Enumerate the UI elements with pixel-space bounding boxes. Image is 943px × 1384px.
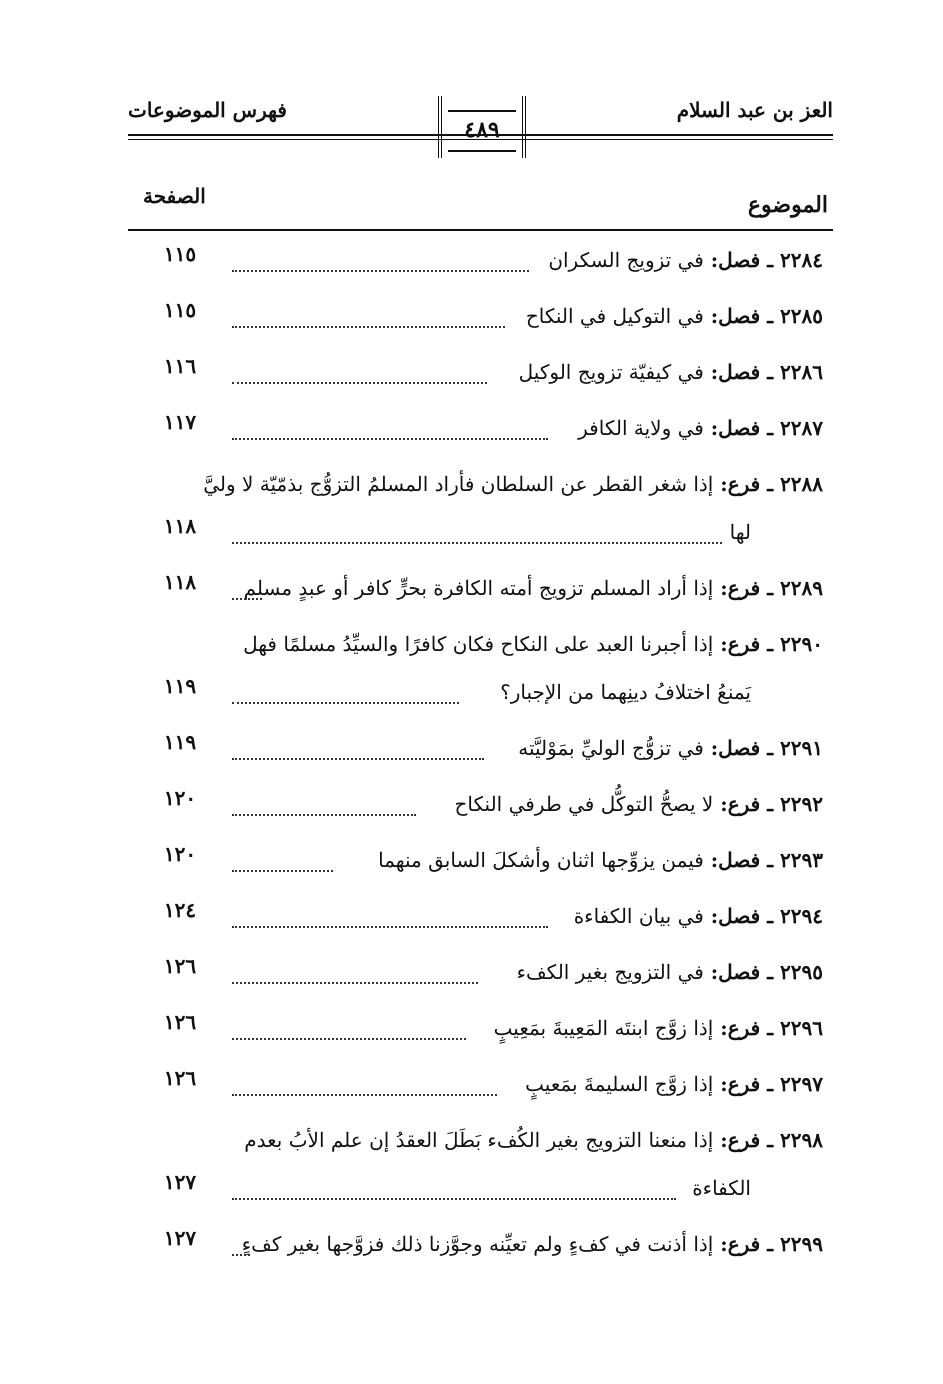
running-header-section: فهرس الموضوعات <box>128 98 287 122</box>
entry-kind: فصل <box>718 360 761 384</box>
entry-text: إذا شغر القطر عن السلطان فأراد المسلمُ التزوُّج بذمّيّة لا وليَّ <box>203 472 714 496</box>
entry-kind: فصل <box>718 248 761 272</box>
running-header-author: العز بن عبد السلام <box>676 98 833 122</box>
leader-dots <box>232 982 478 984</box>
leader-dots <box>232 326 505 328</box>
leader-dots <box>232 702 459 704</box>
entry-page: ١١٨ <box>163 514 197 538</box>
entry-number: ٢٢٨٩ <box>780 576 823 600</box>
entry-number: ٢٢٨٧ <box>780 416 823 440</box>
entry-text: لا يصحُّ التوكُّل في طرفي النكاح <box>454 792 714 816</box>
entry-title: ٢٢٩٧ ـ فرع: إذا زوَّج السليمةَ بمَعيبٍ <box>525 1072 823 1096</box>
entry-number: ٢٢٨٨ <box>780 472 823 496</box>
entry-page: ١٢٧ <box>163 1170 197 1194</box>
entry-title: ٢٢٩٨ ـ فرع: إذا منعنا التزويج بغير الكُفء بَطَلَ العقدُ إن علم الأبُ بعدم <box>244 1128 823 1152</box>
entry-text: إذا أجبرنا العبد على النكاح فكان كافرًا والسيِّدُ مسلمًا فهل <box>243 632 714 656</box>
leader-dots <box>232 870 333 872</box>
entry-number: ٢٢٩٨ <box>780 1128 823 1152</box>
leader-dots <box>232 598 262 600</box>
entry-title: ٢٢٨٤ ـ فصل: في تزويج السكران <box>548 248 823 272</box>
entry-title: ٢٢٨٥ ـ فصل: في التوكيل في النكاح <box>525 304 823 328</box>
entry-page: ١٢٠ <box>163 842 197 866</box>
entry-number: ٢٢٩١ <box>780 736 823 760</box>
header-rule <box>128 134 833 136</box>
entry-title: ٢٢٩٦ ـ فرع: إذا زوَّج ابنتَه المَعِيبةَ بمَعِيبٍ <box>493 1016 823 1040</box>
entry-number: ٢٢٨٦ <box>780 360 823 384</box>
entry-number: ٢٢٩٩ <box>780 1232 823 1256</box>
entry-text: في بيان الكفاءة <box>573 904 704 928</box>
entry-title: ٢٢٨٧ ـ فصل: في ولاية الكافر <box>578 416 823 440</box>
entry-text: إذا منعنا التزويج بغير الكُفء بَطَلَ العقدُ إن علم الأبُ بعدم <box>244 1128 714 1152</box>
leader-dots <box>232 814 416 816</box>
entry-title: ٢٢٨٨ ـ فرع: إذا شغر القطر عن السلطان فأراد المسلمُ التزوُّج بذمّيّة لا وليَّ <box>203 472 823 496</box>
entry-text: في التوكيل في النكاح <box>525 304 704 328</box>
entry-page: ١١٩ <box>163 730 197 754</box>
entry-title: ٢٢٩٠ ـ فرع: إذا أجبرنا العبد على النكاح فكان كافرًا والسيِّدُ مسلمًا فهل <box>243 632 823 656</box>
entry-page: ١١٦ <box>163 354 197 378</box>
entry-title: ٢٢٩٣ ـ فصل: فيمن يزوِّجها اثنان وأشكلَ السابق منهما <box>378 848 823 872</box>
entry-text: إذا أراد المسلم تزويج أمته الكافرة بحرٍّ كافر أو عبدٍ مسلم <box>243 576 714 600</box>
leader-dots <box>232 382 487 384</box>
entry-title: ٢٢٩١ ـ فصل: في تزوُّج الوليِّ بمَوْليَّته <box>518 736 823 760</box>
entry-number: ٢٢٩٤ <box>780 904 823 928</box>
page-number: ٤٨٩ <box>464 117 500 143</box>
entry-kind: فصل <box>718 904 761 928</box>
column-heading-page: الصفحة <box>143 184 206 208</box>
entry-title: ٢٢٨٩ ـ فرع: إذا أراد المسلم تزويج أمته الكافرة بحرٍّ كافر أو عبدٍ مسلم <box>243 576 823 600</box>
column-heading-rule <box>128 229 833 231</box>
entry-page: ١٢٤ <box>163 898 197 922</box>
entry-kind: فصل <box>718 736 761 760</box>
entry-title: ٢٢٩٥ ـ فصل: في التزويج بغير الكفء <box>516 960 823 984</box>
entry-kind: فصل <box>718 848 761 872</box>
entry-page: ١٢٠ <box>163 786 197 810</box>
entry-kind: فرع <box>727 576 761 600</box>
entry-kind: فرع <box>727 1072 761 1096</box>
entry-text: إذا زوَّج ابنتَه المَعِيبةَ بمَعِيبٍ <box>493 1016 714 1040</box>
entry-number: ٢٢٩٧ <box>780 1072 823 1096</box>
header-rule-thin <box>128 139 833 140</box>
entry-page: ١٢٦ <box>163 954 197 978</box>
entry-title: ٢٢٨٦ ـ فصل: في كيفيّة تزويج الوكيل <box>518 360 823 384</box>
entry-kind: فرع <box>727 632 761 656</box>
entry-page: ١١٩ <box>163 674 197 698</box>
entry-kind: فرع <box>727 1232 761 1256</box>
entry-kind: فرع <box>727 792 761 816</box>
entry-title: ٢٢٩٤ ـ فصل: في بيان الكفاءة <box>573 904 823 928</box>
leader-dots <box>232 1198 676 1200</box>
entry-text: إذا أذنت في كفءٍ ولم تعيِّنه وجوَّزنا ذلك فزوَّجها بغير كفءٍ <box>241 1232 714 1256</box>
entry-number: ٢٢٩٦ <box>780 1016 823 1040</box>
entry-kind: فصل <box>718 416 761 440</box>
entry-number: ٢٢٨٥ <box>780 304 823 328</box>
leader-dots <box>232 926 548 928</box>
entry-page: ١٢٦ <box>163 1010 197 1034</box>
entry-page: ١٢٧ <box>163 1226 197 1250</box>
entry-number: ٢٢٩٠ <box>780 632 823 656</box>
leader-dots <box>232 1038 466 1040</box>
entry-text: فيمن يزوِّجها اثنان وأشكلَ السابق منهما <box>378 848 704 872</box>
entry-text-continued: لها <box>729 520 751 544</box>
page-number-frame <box>438 96 526 158</box>
entry-number: ٢٢٩٢ <box>780 792 823 816</box>
entry-text: إذا زوَّج السليمةَ بمَعيبٍ <box>525 1072 714 1096</box>
entry-text-continued: يَمنعُ اختلافُ دينِهما من الإجبار؟ <box>500 680 751 704</box>
entry-text-continued: الكفاءة <box>692 1176 751 1200</box>
entry-title: ٢٢٩٢ ـ فرع: لا يصحُّ التوكُّل في طرفي النكاح <box>454 792 823 816</box>
entry-page: ١١٧ <box>163 410 197 434</box>
entry-number: ٢٢٩٥ <box>780 960 823 984</box>
leader-dots <box>232 270 529 272</box>
entry-text: في تزوُّج الوليِّ بمَوْليَّته <box>518 736 704 760</box>
entry-text: في ولاية الكافر <box>578 416 704 440</box>
leader-dots <box>232 1254 250 1256</box>
entry-title: ٢٢٩٩ ـ فرع: إذا أذنت في كفءٍ ولم تعيِّنه وجوَّزنا ذلك فزوَّجها بغير كفءٍ <box>241 1232 823 1256</box>
entry-page: ١١٥ <box>163 298 197 322</box>
entry-kind: فرع <box>727 472 761 496</box>
leader-dots <box>232 758 484 760</box>
leader-dots <box>232 1094 497 1096</box>
entry-number: ٢٢٩٣ <box>780 848 823 872</box>
entry-page: ١١٨ <box>163 570 197 594</box>
entry-text: في كيفيّة تزويج الوكيل <box>518 360 704 384</box>
entry-number: ٢٢٨٤ <box>780 248 823 272</box>
leader-dots <box>232 542 722 544</box>
entry-text: في التزويج بغير الكفء <box>516 960 704 984</box>
entry-kind: فرع <box>727 1128 761 1152</box>
entry-page: ١١٥ <box>163 242 197 266</box>
entry-kind: فرع <box>727 1016 761 1040</box>
column-heading-topic: الموضوع <box>747 192 828 218</box>
entry-kind: فصل <box>718 960 761 984</box>
entry-page: ١٢٦ <box>163 1066 197 1090</box>
leader-dots <box>232 438 548 440</box>
entry-text: في تزويج السكران <box>548 248 704 272</box>
entry-kind: فصل <box>718 304 761 328</box>
